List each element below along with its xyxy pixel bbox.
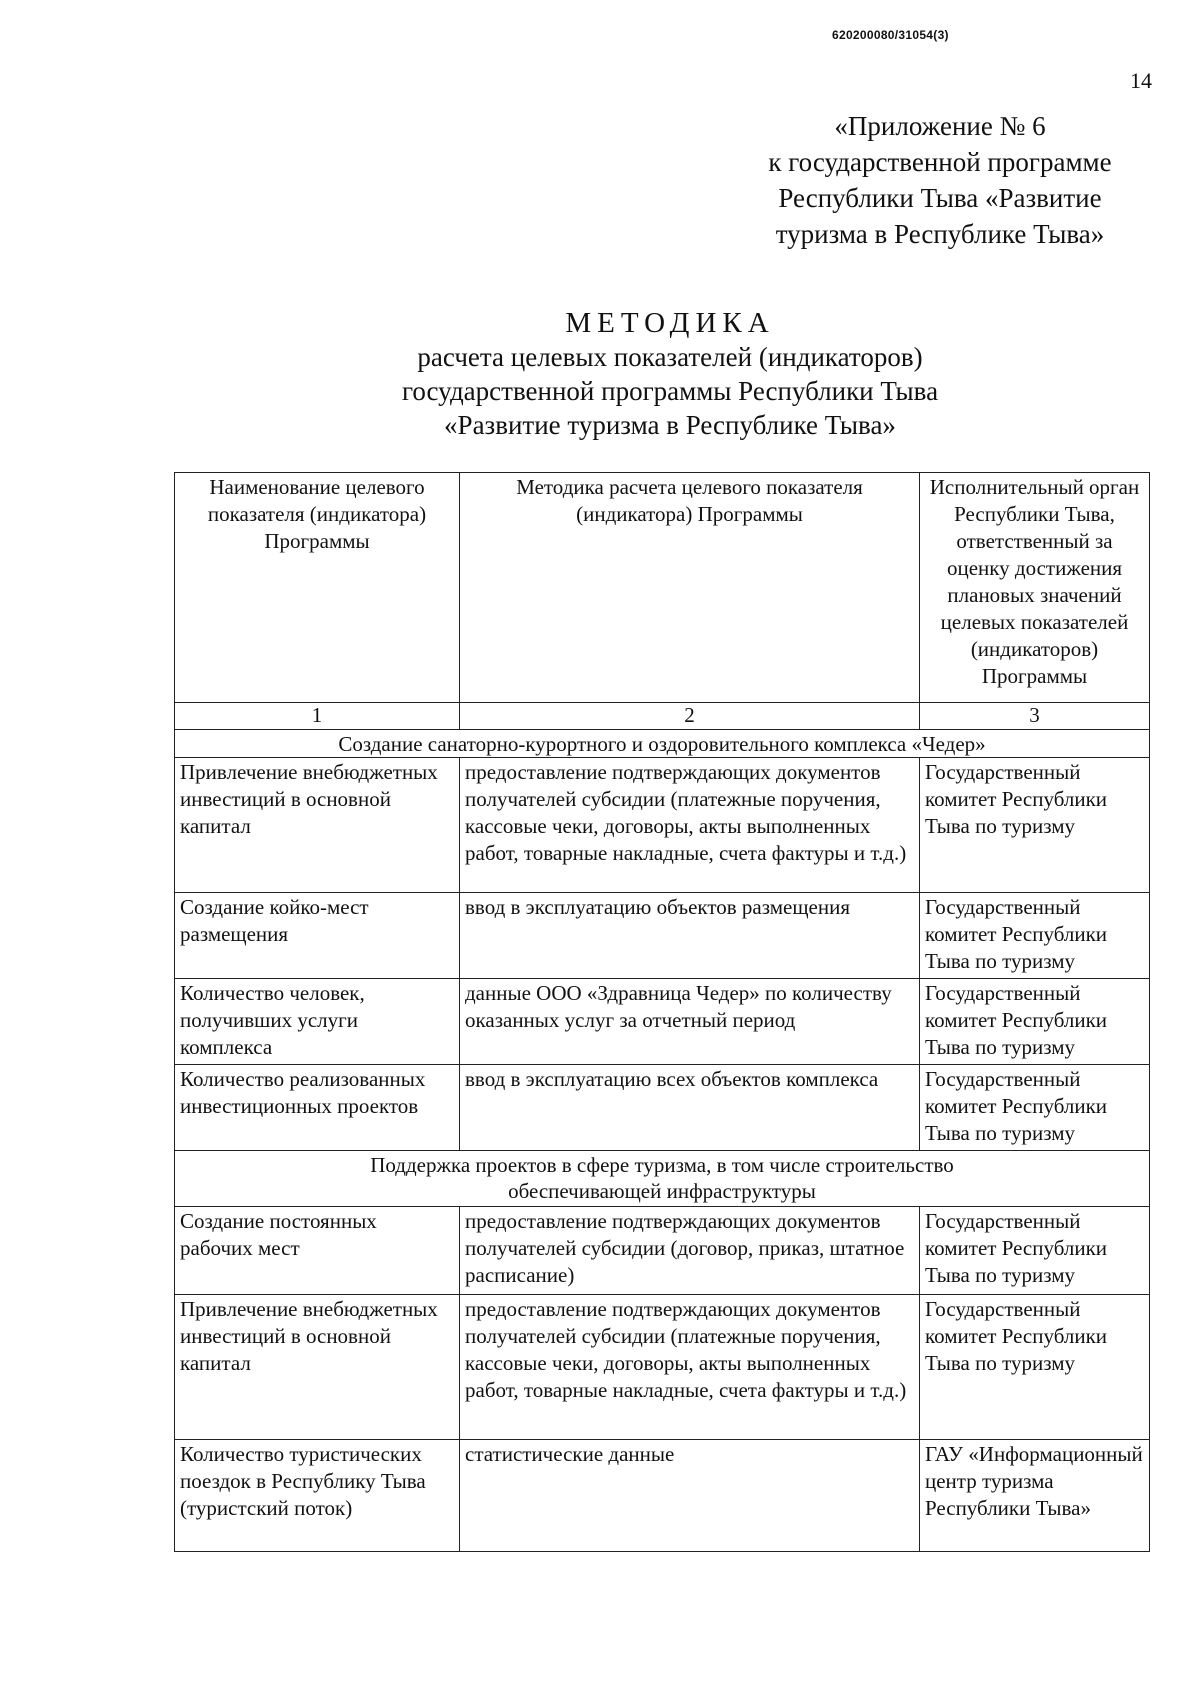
document-registration-code: 620200080/31054(3) xyxy=(832,28,949,42)
column-number: 1 xyxy=(175,703,460,730)
title-line: «Развитие туризма в Республике Тыва» xyxy=(444,410,896,440)
indicator-name: Создание койко-мест размещения xyxy=(175,893,460,979)
column-number: 3 xyxy=(920,703,1150,730)
indicator-name: Привлечение внебюджетных инвестиций в основной капитал xyxy=(175,1295,460,1440)
table-row xyxy=(175,1295,1150,1440)
title-line: государственной программы Республики Тыва xyxy=(401,376,939,406)
title-line: расчета целевых показателей (индикаторов) xyxy=(417,342,923,372)
column-number-row xyxy=(175,703,1150,730)
responsible-body: Государственный комитет Республики Тыва по туризму xyxy=(920,979,1150,1065)
appendix-line: к государственной программе xyxy=(768,147,1112,177)
calculation-method: предоставление подтверждающих документов получателей субсидии (договор, приказ, штатное расписание) xyxy=(460,1207,920,1295)
table-header-row xyxy=(175,473,1150,703)
calculation-method: ввод в эксплуатацию всех объектов комплекса xyxy=(460,1065,920,1151)
header-responsible-body: Исполнительный орган Республики Тыва, ответственный за оценку достижения плановых значений целевых показателей (индикаторов) Программы xyxy=(920,473,1150,703)
methodology-table xyxy=(174,472,1150,1552)
appendix-reference xyxy=(740,108,1140,252)
table-row xyxy=(175,758,1150,893)
responsible-body: ГАУ «Информационный центр туризма Республики Тыва» xyxy=(920,1440,1150,1552)
page-number: 14 xyxy=(1130,68,1152,93)
indicator-name: Количество туристических поездок в Республику Тыва (туристский поток) xyxy=(175,1440,460,1552)
section-title: Создание санаторно-курортного и оздоровительного комплекса «Чедер» xyxy=(175,730,1150,758)
indicator-name: Создание постоянных рабочих мест xyxy=(175,1207,460,1295)
table-row xyxy=(175,1207,1150,1295)
header-calculation-method: Методика расчета целевого показателя (индикатора) Программы xyxy=(460,473,920,703)
responsible-body: Государственный комитет Республики Тыва по туризму xyxy=(920,758,1150,893)
column-number: 2 xyxy=(460,703,920,730)
appendix-line: «Приложение № 6 xyxy=(834,111,1046,141)
indicator-name: Количество человек, получивших услуги комплекса xyxy=(175,979,460,1065)
calculation-method: ввод в эксплуатацию объектов размещения xyxy=(460,893,920,979)
section-row xyxy=(175,730,1150,758)
section-title-text: Поддержка проектов в сфере туризма, в том числе строительство обеспечивающей инфраструктуры xyxy=(370,1153,954,1203)
responsible-body: Государственный комитет Республики Тыва по туризму xyxy=(920,893,1150,979)
responsible-body: Государственный комитет Республики Тыва по туризму xyxy=(920,1207,1150,1295)
calculation-method: данные ООО «Здравница Чедер» по количеству оказанных услуг за отчетный период xyxy=(460,979,920,1065)
indicator-name: Количество реализованных инвестиционных проектов xyxy=(175,1065,460,1151)
appendix-line: туризма в Республике Тыва» xyxy=(775,219,1105,249)
responsible-body: Государственный комитет Республики Тыва по туризму xyxy=(920,1065,1150,1151)
table-row xyxy=(175,893,1150,979)
document-title xyxy=(300,306,1040,442)
table-row xyxy=(175,1065,1150,1151)
header-indicator-name: Наименование целевого показателя (индикатора) Программы xyxy=(175,473,460,703)
table-row xyxy=(175,979,1150,1065)
calculation-method: предоставление подтверждающих документов получателей субсидии (платежные поручения, кассовые чеки, договоры, акты выполненных работ, товарные накладные, счета фактуры и т.д.) xyxy=(460,758,920,893)
calculation-method: статистические данные xyxy=(460,1440,920,1552)
indicator-name: Привлечение внебюджетных инвестиций в основной капитал xyxy=(175,758,460,893)
responsible-body: Государственный комитет Республики Тыва по туризму xyxy=(920,1295,1150,1440)
section-title xyxy=(175,1151,1150,1207)
table-row xyxy=(175,1440,1150,1552)
title-heading: МЕТОДИКА xyxy=(565,307,775,339)
section-row xyxy=(175,1151,1150,1207)
calculation-method: предоставление подтверждающих документов получателей субсидии (платежные поручения, кассовые чеки, договоры, акты выполненных работ, товарные накладные, счета фактуры и т.д.) xyxy=(460,1295,920,1440)
appendix-line: Республики Тыва «Развитие xyxy=(778,183,1102,213)
